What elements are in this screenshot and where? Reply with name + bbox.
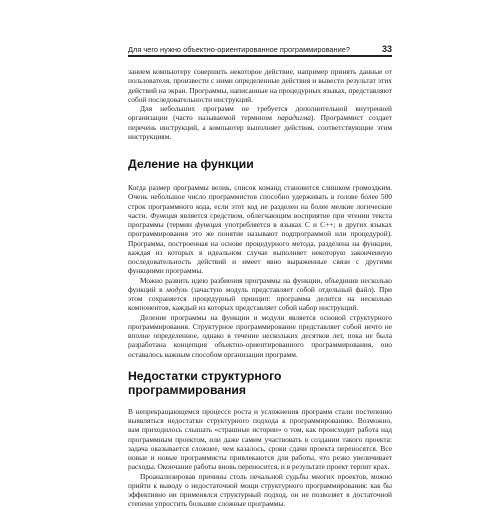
text-run: является средством, облегчающим восприятие при чтении текста программы (термин (128, 210, 392, 229)
emphasis: парадигма (277, 113, 311, 123)
paragraph-functions (128, 183, 392, 276)
text-run: употребляется в языках С и С++; в других языках программирования это же понятие называют подпрограммой или процедурой). Программа, построенная на основе процедурного метода, разделена на функции, каждая из которых в идеальном случае выполняет некоторую законченную последовательность действий и имеет явно выраженные связи с другими функциями программы. (128, 220, 393, 276)
running-header (128, 44, 392, 54)
text-run: Можно развить идею разбиения программы на функции, объединив несколько функций в (128, 275, 392, 294)
paragraph-continued: занием компьютеру совершить некоторое действие, например принять данные от пользователя, произвести с ними определенные действия и вывести результат этих действий на экран. Программы, написанные на процедурных языках, представляют собой последовательности инструкций. (128, 67, 392, 104)
page-number: 33 (381, 44, 392, 54)
page-body (128, 67, 392, 509)
header-rule (128, 55, 392, 57)
text-run: (зачастую модуль представляет собой отдельный файл). При этом сохраняется процедурный принцип: программа делится на несколько компонентов, каждый из которых представляет собой набор инструкций. (128, 284, 392, 313)
paragraph-analysis: Проанализировав причины столь печальной судьбы многих проектов, можно прийти к выводу о недостаточной мощи структурного программирования: как бы эффективно ни применялся структурный подход, он не позволяет в достаточной степени упростить большие сложные программы. (128, 471, 392, 509)
running-title: Для чего нужно объектно-ориентированное программирование? (128, 45, 350, 54)
section-heading-functions: Деление на функции (128, 157, 254, 171)
paragraph-structured: Деление программы на функции и модули является основой структурного программирования. Структурное программирование представляет собой нечто не вполне определенное, однако в течение нескольких десятков лет, пока не была разработана концепция объектно-ориентированного программирования, оно оставалось важным способом организации программ. (128, 312, 392, 359)
paragraph-small-programs (128, 104, 392, 141)
section-heading-drawbacks: Недостатки структурного программирования (128, 368, 282, 397)
emphasis: модуль (166, 284, 188, 294)
paragraph-modules (128, 276, 392, 313)
emphasis: функция (195, 220, 222, 229)
paragraph-growth: В непрекращающемся процессе роста и усложнения программ стали постепенно выявляться недостатки структурного подхода к программированию. Возможно, вам приходилось слышать «страшные истории» о том, как происходит работа над программным проектом, или даже самим участвовать в создании такого проекта: задача оказывается сложнее, чем казалось, сроки сдачи проекта переносятся. Все новые и новые программисты привлекаются для работы, что резко увеличивает расходы. Окончание работы вновь переносится, и в результате проект терпит крах. (128, 406, 392, 472)
text-run: Для небольших программ не требуется дополнительной внутренней организации (часто называемой термином (128, 104, 392, 123)
text-run: ). Программист создает перечень инструкций, а компьютер выполняет действия, соответствующие этим инструкциям. (128, 113, 392, 141)
emphasis: Функция (150, 210, 178, 220)
text-run: Когда размер программы велик, список команд становится слишком громоздким. Очень небольшое число программистов способно удерживать в голове более 500 строк программного кода, если этот код не разделен на более мелкие логические части. (128, 183, 392, 220)
